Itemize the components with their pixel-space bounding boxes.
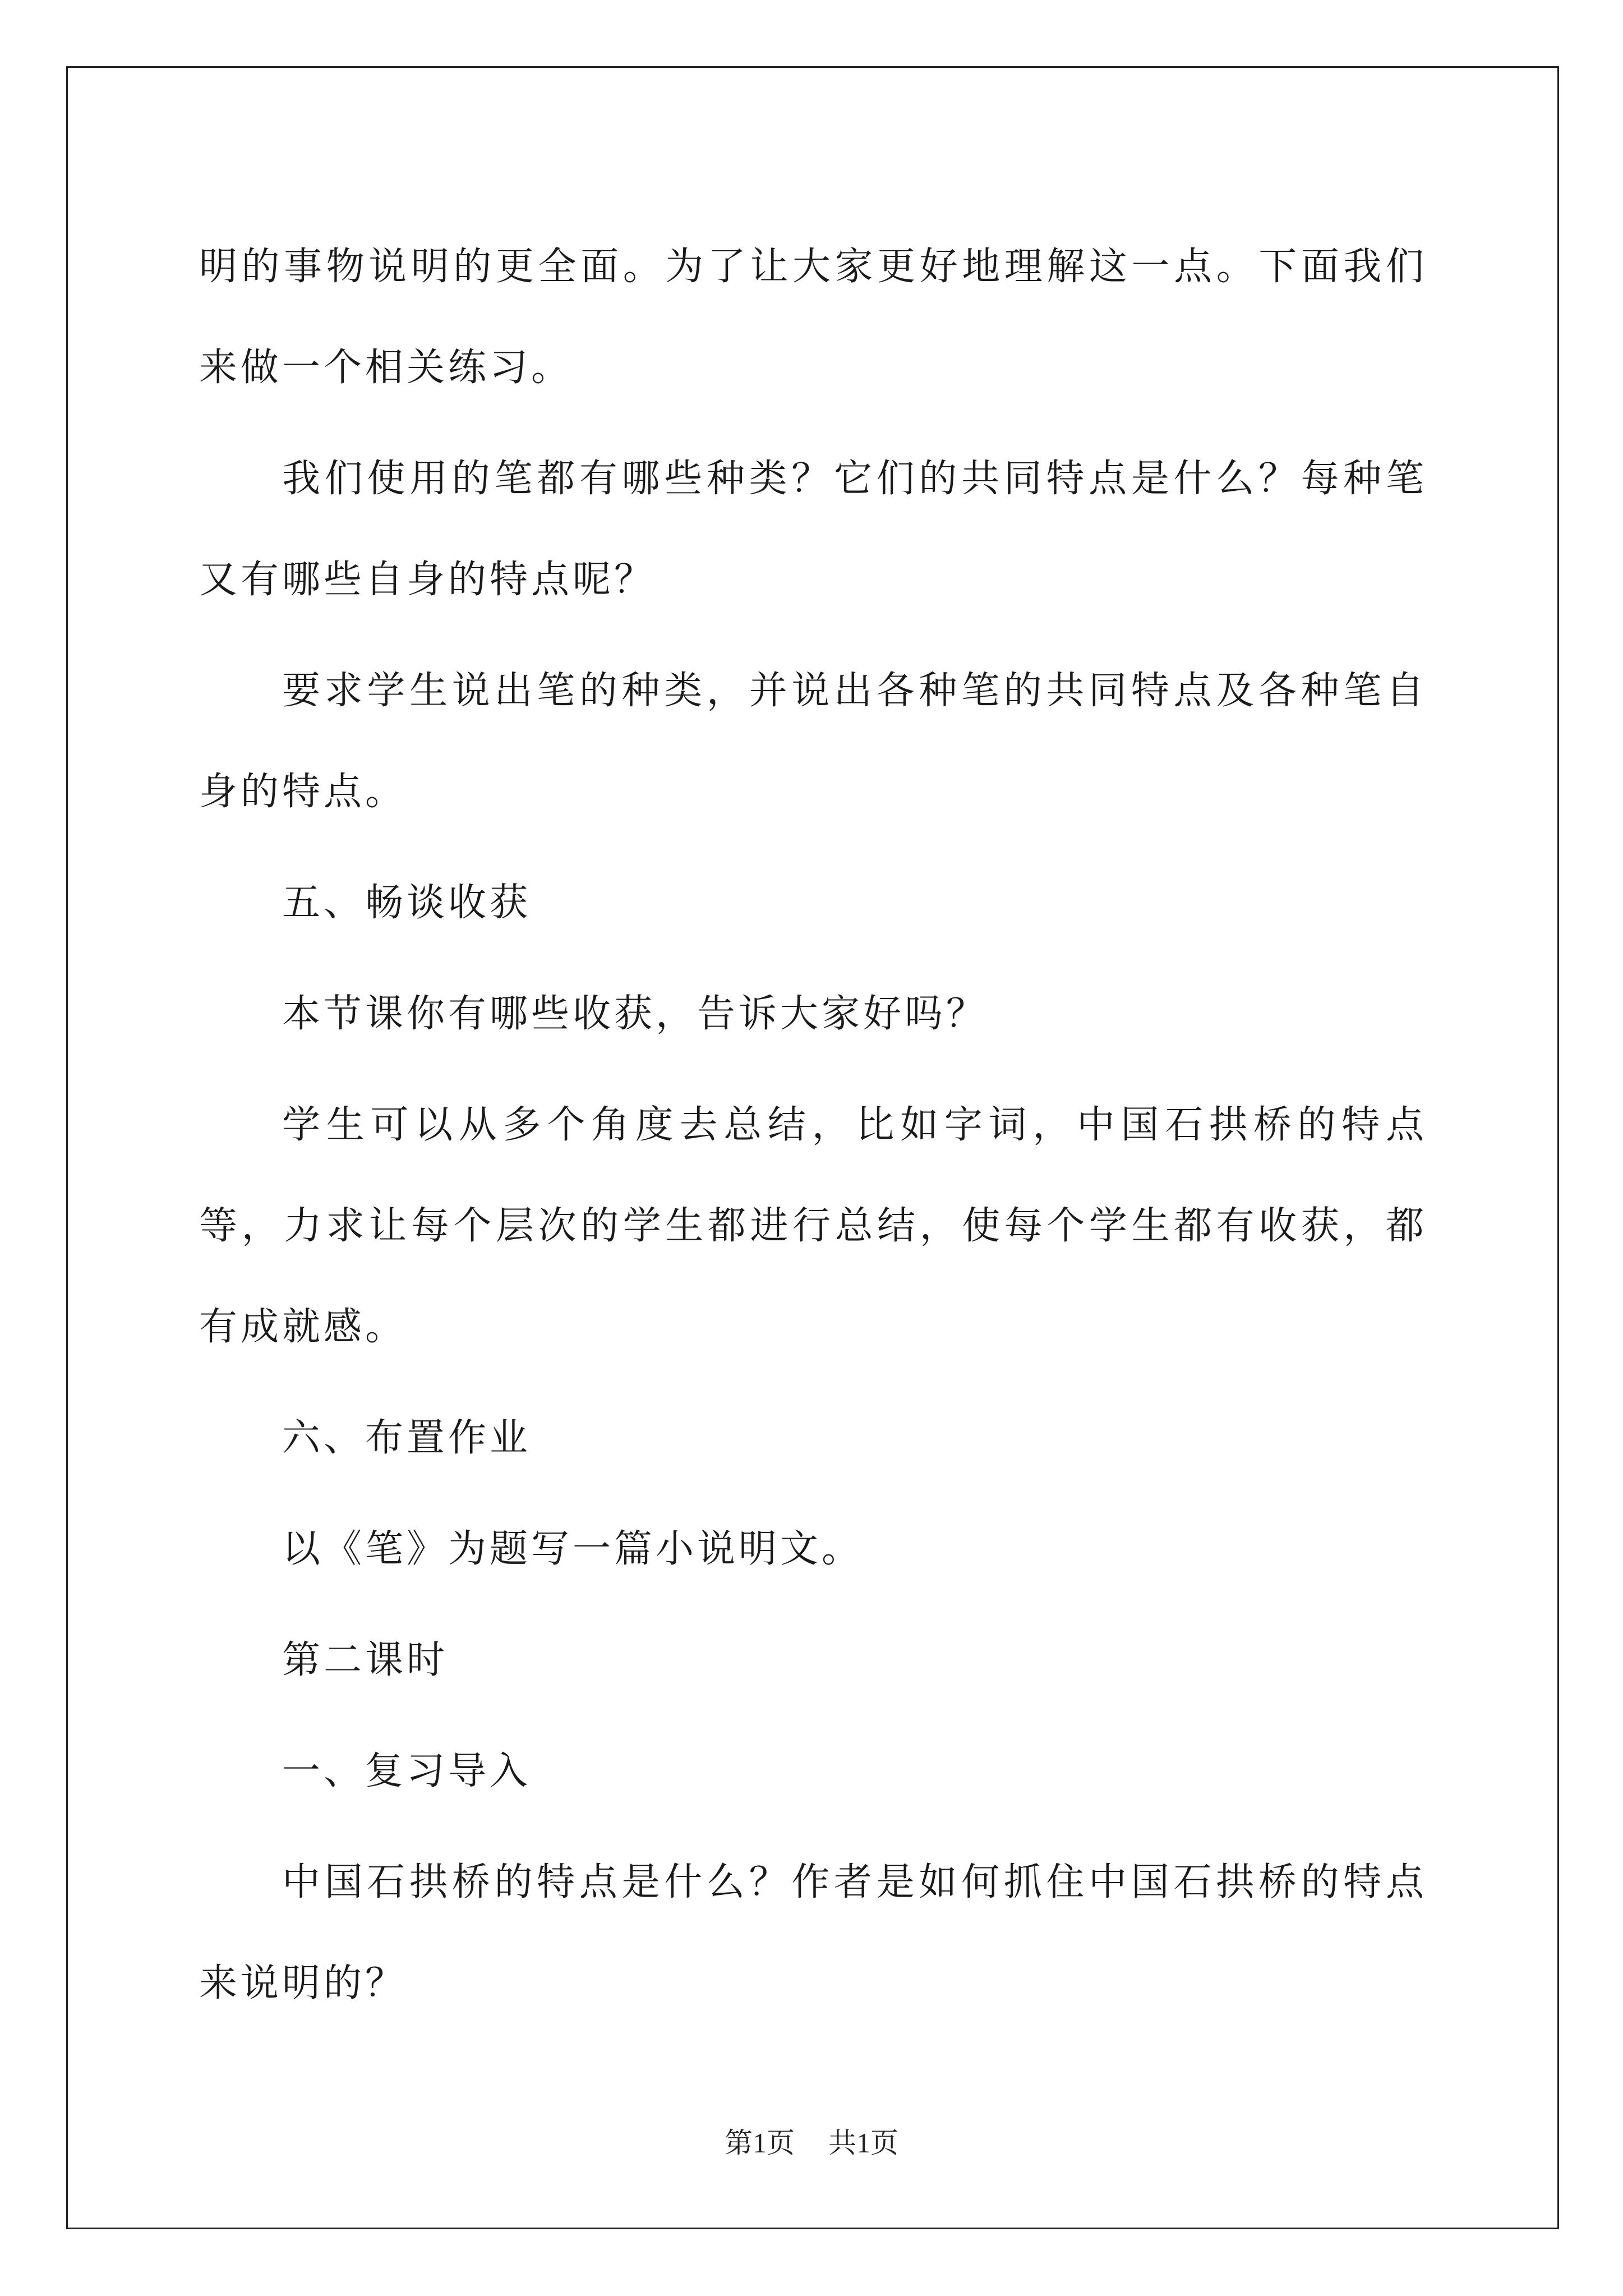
paragraph-question-pens: 我们使用的笔都有哪些种类？它们的共同特点是什么？每种笔又有哪些自身的特点呢？ xyxy=(199,457,1427,602)
section-heading-second-lesson: 第二课时 xyxy=(282,1638,449,1682)
page-footer xyxy=(0,2126,1623,2160)
page-number-current: 第1页 xyxy=(725,2127,795,2159)
page-number-total: 共1页 xyxy=(828,2127,898,2159)
paragraph-homework: 以《笔》为题写一篇小说明文。 xyxy=(282,1527,864,1571)
paragraph-summary: 学生可以从多个角度去总结，比如字词，中国石拱桥的特点等，力求让每个层次的学生都进行总结，使每个学生都有收获，都有成就感。 xyxy=(199,1103,1427,1349)
section-heading-six: 六、布置作业 xyxy=(282,1416,532,1460)
section-heading-review: 一、复习导入 xyxy=(282,1749,532,1793)
section-heading-five: 五、畅谈收获 xyxy=(282,881,532,925)
paragraph-requirement: 要求学生说出笔的种类，并说出各种笔的共同特点及各种笔自身的特点。 xyxy=(199,669,1427,814)
paragraph-review-question: 中国石拱桥的特点是什么？作者是如何抓住中国石拱桥的特点来说明的？ xyxy=(199,1860,1427,2005)
document-body xyxy=(199,217,1427,2044)
paragraph-harvest-question: 本节课你有哪些收获，告诉大家好吗？ xyxy=(282,992,988,1036)
paragraph-continuation: 明的事物说明的更全面。为了让大家更好地理解这一点。下面我们来做一个相关练习。 xyxy=(199,245,1427,390)
